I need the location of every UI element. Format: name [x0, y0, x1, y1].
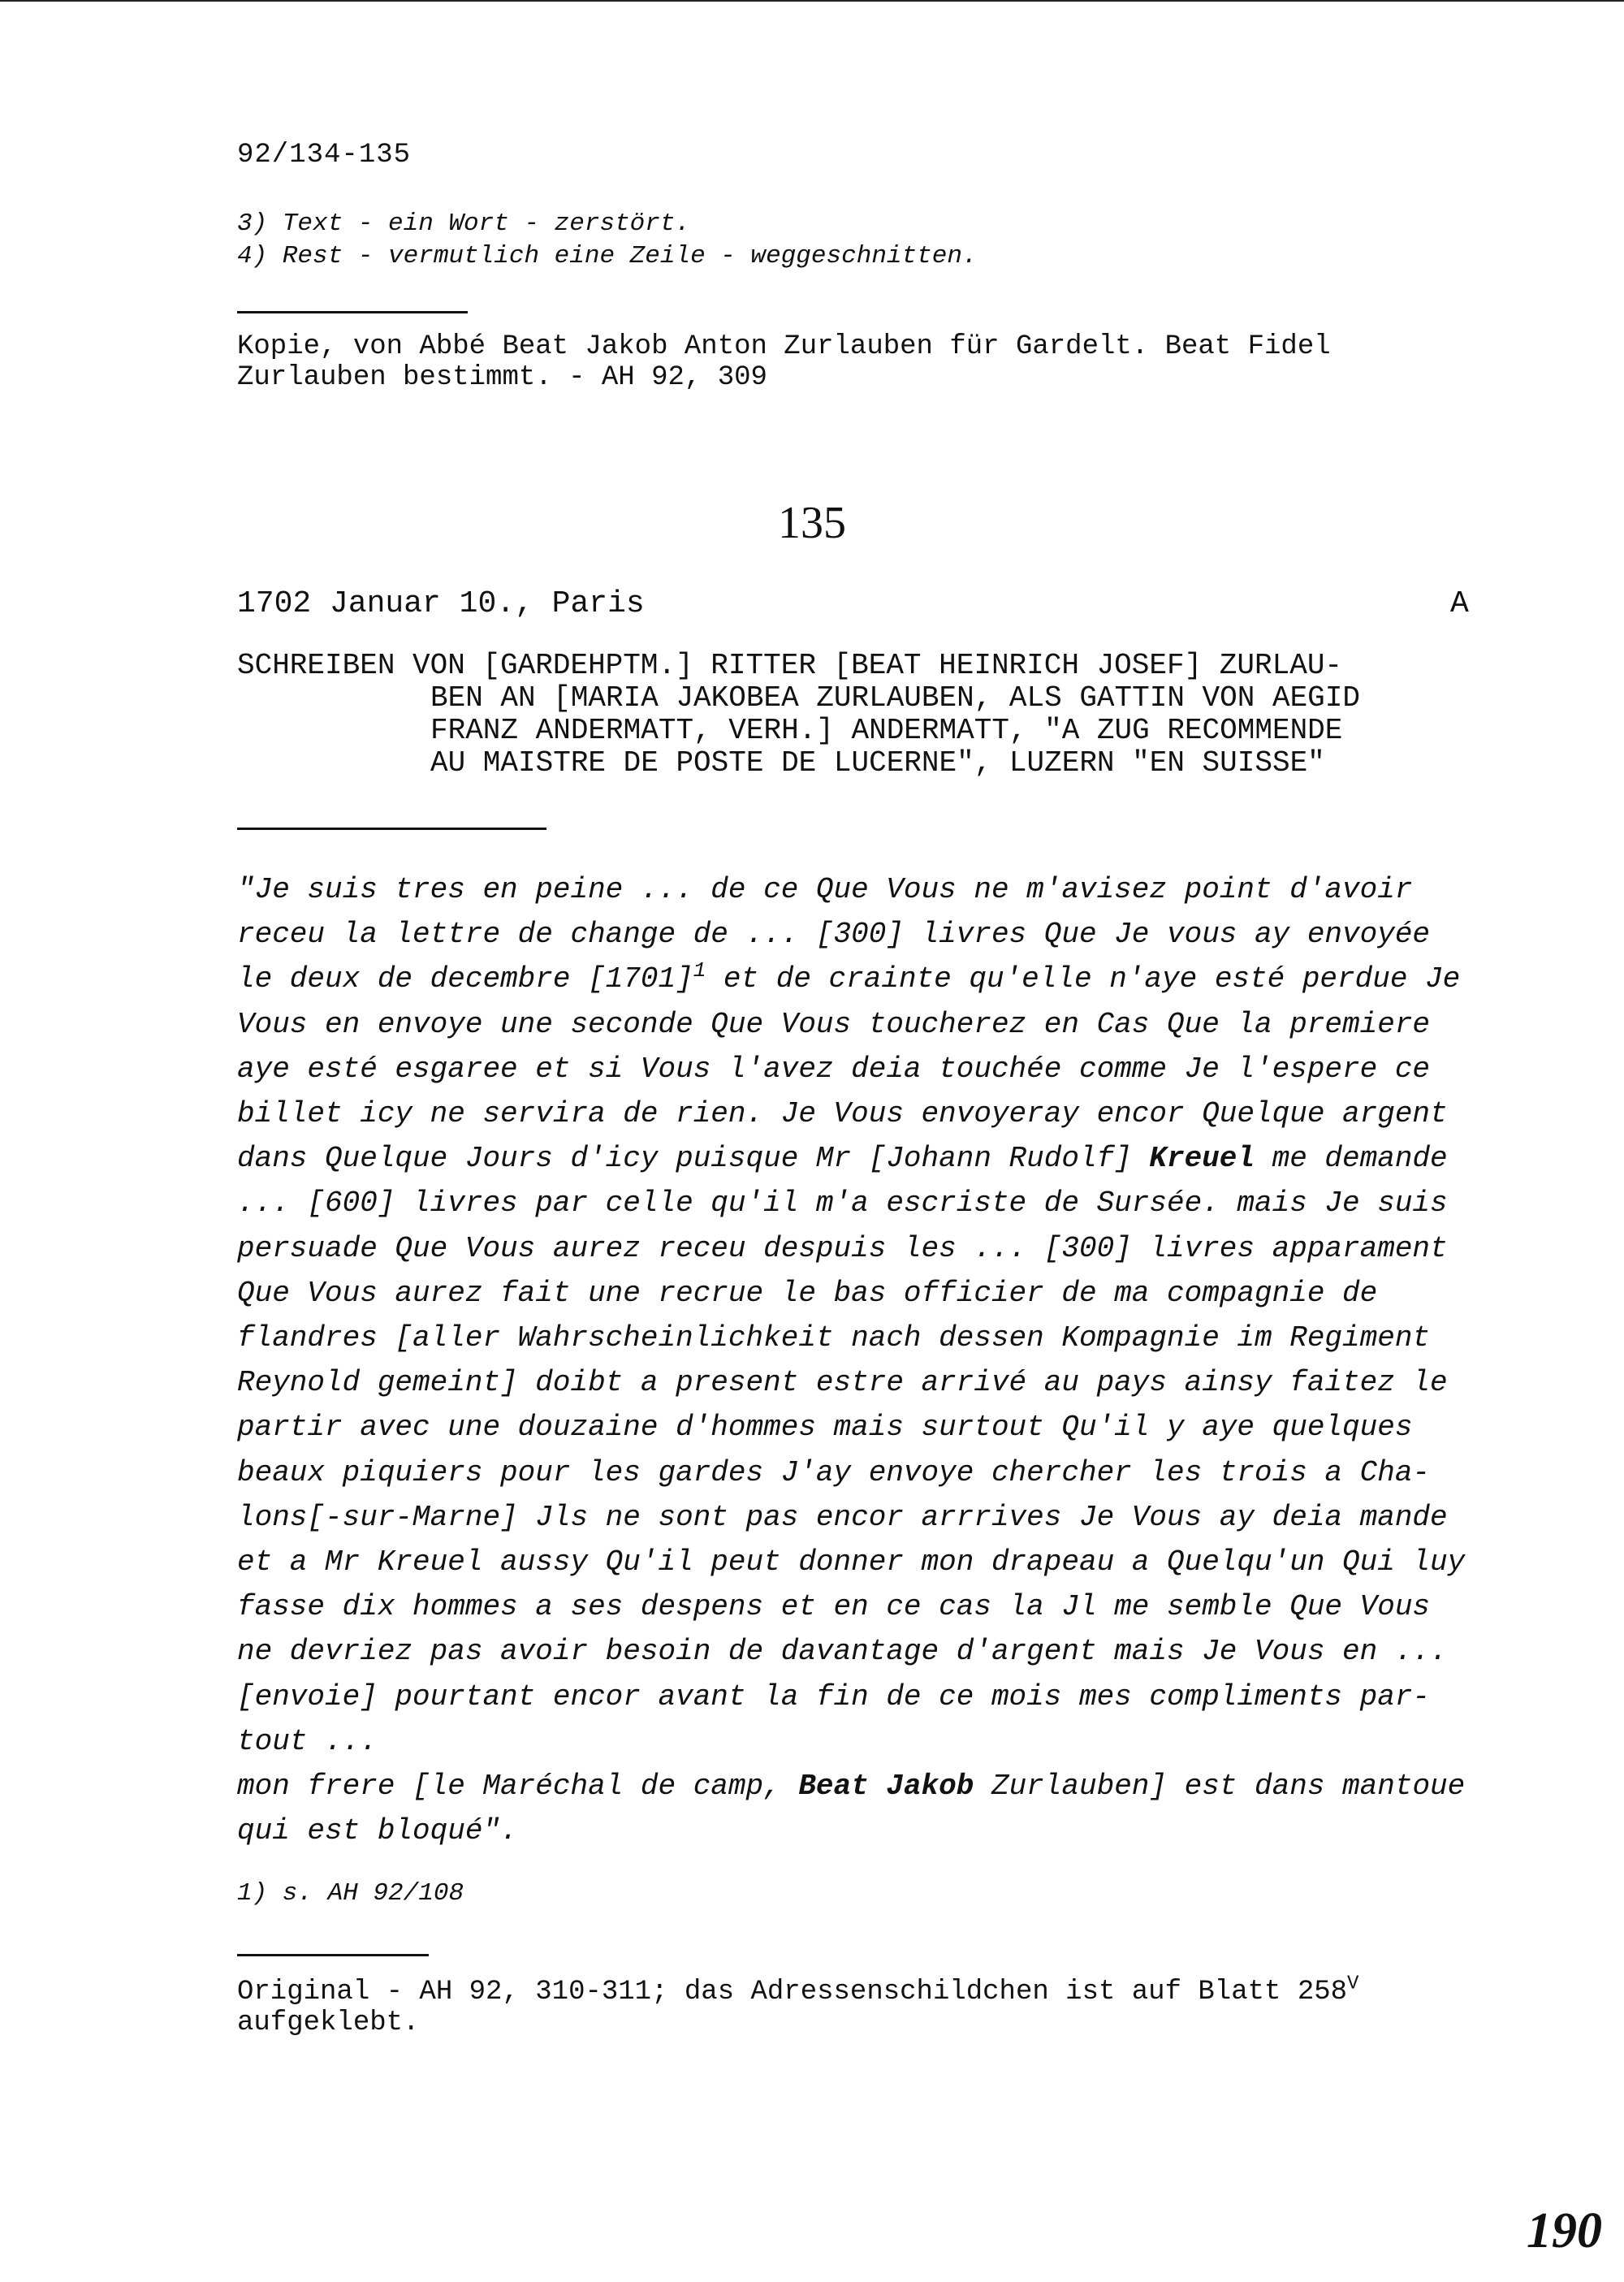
letter-line: "Je suis tres en peine ... de ce Que Vous ne m'avisez point d'avoir — [237, 873, 1413, 906]
footnotes-previous — [237, 208, 978, 273]
letter-line: mon frere [le Maréchal de camp, Beat Jakob Zurlauben] est dans mantoue — [237, 1770, 1466, 1804]
name-bold: Beat Jakob — [798, 1770, 974, 1804]
letter-text — [237, 867, 1488, 1853]
letter-line: et a Mr Kreuel aussy Qu'il peut donner mon drapeau a Quelqu'un Qui luy — [237, 1545, 1466, 1580]
letter-line: Reynold gemeint] doibt a present estre arrivé au pays ainsy faitez le — [237, 1366, 1448, 1400]
letter-line: fasse dix hommes a ses despens et en ce cas la Jl me semble Que Vous — [237, 1590, 1431, 1624]
document-number: 135 — [778, 498, 846, 548]
letter-line: qui est bloqué". — [237, 1814, 518, 1848]
separator-rule — [237, 828, 546, 830]
date-place: 1702 Januar 10., Paris — [237, 586, 645, 621]
footnote-4: 4) Rest - vermutlich eine Zeile - weggeschnitten. — [237, 242, 978, 270]
document-reference: 92/134-135 — [237, 140, 412, 171]
page-number: 190 — [1527, 2203, 1602, 2258]
letter-line: flandres [aller Wahrscheinlichkeit nach dessen Kompagnie im Regiment — [237, 1321, 1431, 1355]
copy-source-note: Kopie, von Abbé Beat Jakob Anton Zurlauben für Gardelt. Beat Fidel Zurlauben bestimmt. - AH 92, 309 — [237, 331, 1331, 393]
letter-line: Que Vous aurez fait une recrue le bas officier de ma compagnie de — [237, 1276, 1378, 1310]
version-mark: A — [1450, 586, 1469, 621]
original-source-note: Original - AH 92, 310-311; das Adressenschildchen ist auf Blatt $258^V$ aufgeklebt. — [237, 1973, 1359, 2038]
letter-line: billet icy ne servira de rien. Je Vous envoyeray encor Quelque argent — [237, 1097, 1448, 1131]
verso-marker: V — [1347, 1973, 1359, 1995]
footnote-marker: 1 — [693, 958, 706, 983]
document-heading: SCHREIBEN VON [GARDEHPTM.] RITTER [BEAT HEINRICH JOSEF] ZURLAU- BEN AN [MARIA JAKOBEA ZURLAUBEN, ALS GATTIN VON AEGID FRANZ ANDERMATT, VERH.] ANDERMATT, "A ZUG RECOMMENDE AU MAISTRE DE POSTE DE LUCERNE", LUZERN "EN SUISSE" — [237, 649, 1360, 780]
separator-rule — [237, 1954, 429, 1956]
letter-line: ... [600] livres par celle qu'il m'a escriste de Sursée. mais Je suis — [237, 1186, 1448, 1221]
letter-line: receu la lettre de change de ... [300] livres Que Je vous ay envoyée — [237, 918, 1431, 952]
letter-line: ne devriez pas avoir besoin de davantage d'argent mais Je Vous en ... — [237, 1635, 1448, 1669]
letter-line: lons[-sur-Marne] Jls ne sont pas encor arrrives Je Vous ay deia mande — [237, 1500, 1448, 1534]
letter-line: le deux de decembre $[1701]^1$ et de crainte qu'elle n'aye esté perdue Je — [237, 958, 1461, 996]
separator-rule — [237, 311, 468, 313]
letter-line: beaux piquiers pour les gardes J'ay envoye chercher les trois a Cha- — [237, 1455, 1431, 1489]
letter-line: partir avec une douzaine d'hommes mais surtout Qu'il y aye quelques — [237, 1411, 1413, 1445]
letter-line: Vous en envoye une seconde Que Vous toucherez en Cas Que la premiere — [237, 1007, 1431, 1041]
letter-line: dans Quelque Jours d'icy puisque Mr [Johann Rudolf] Kreuel me demande — [237, 1142, 1448, 1176]
top-border — [0, 0, 1624, 2]
name-bold: Kreuel — [1149, 1142, 1255, 1176]
footnote-3: 3) Text - ein Wort - zerstört. — [237, 210, 691, 238]
footnote-1: 1) s. AH 92/108 — [237, 1879, 464, 1908]
letter-line: aye esté esgaree et si Vous l'avez deia touchée comme Je l'espere ce — [237, 1052, 1431, 1086]
letter-line: [envoie] pourtant encor avant la fin de ce mois mes compliments par- — [237, 1679, 1431, 1714]
letter-line: tout ... — [237, 1724, 378, 1758]
letter-line: persuade Que Vous aurez receu despuis les ... [300] livres apparament — [237, 1231, 1448, 1265]
